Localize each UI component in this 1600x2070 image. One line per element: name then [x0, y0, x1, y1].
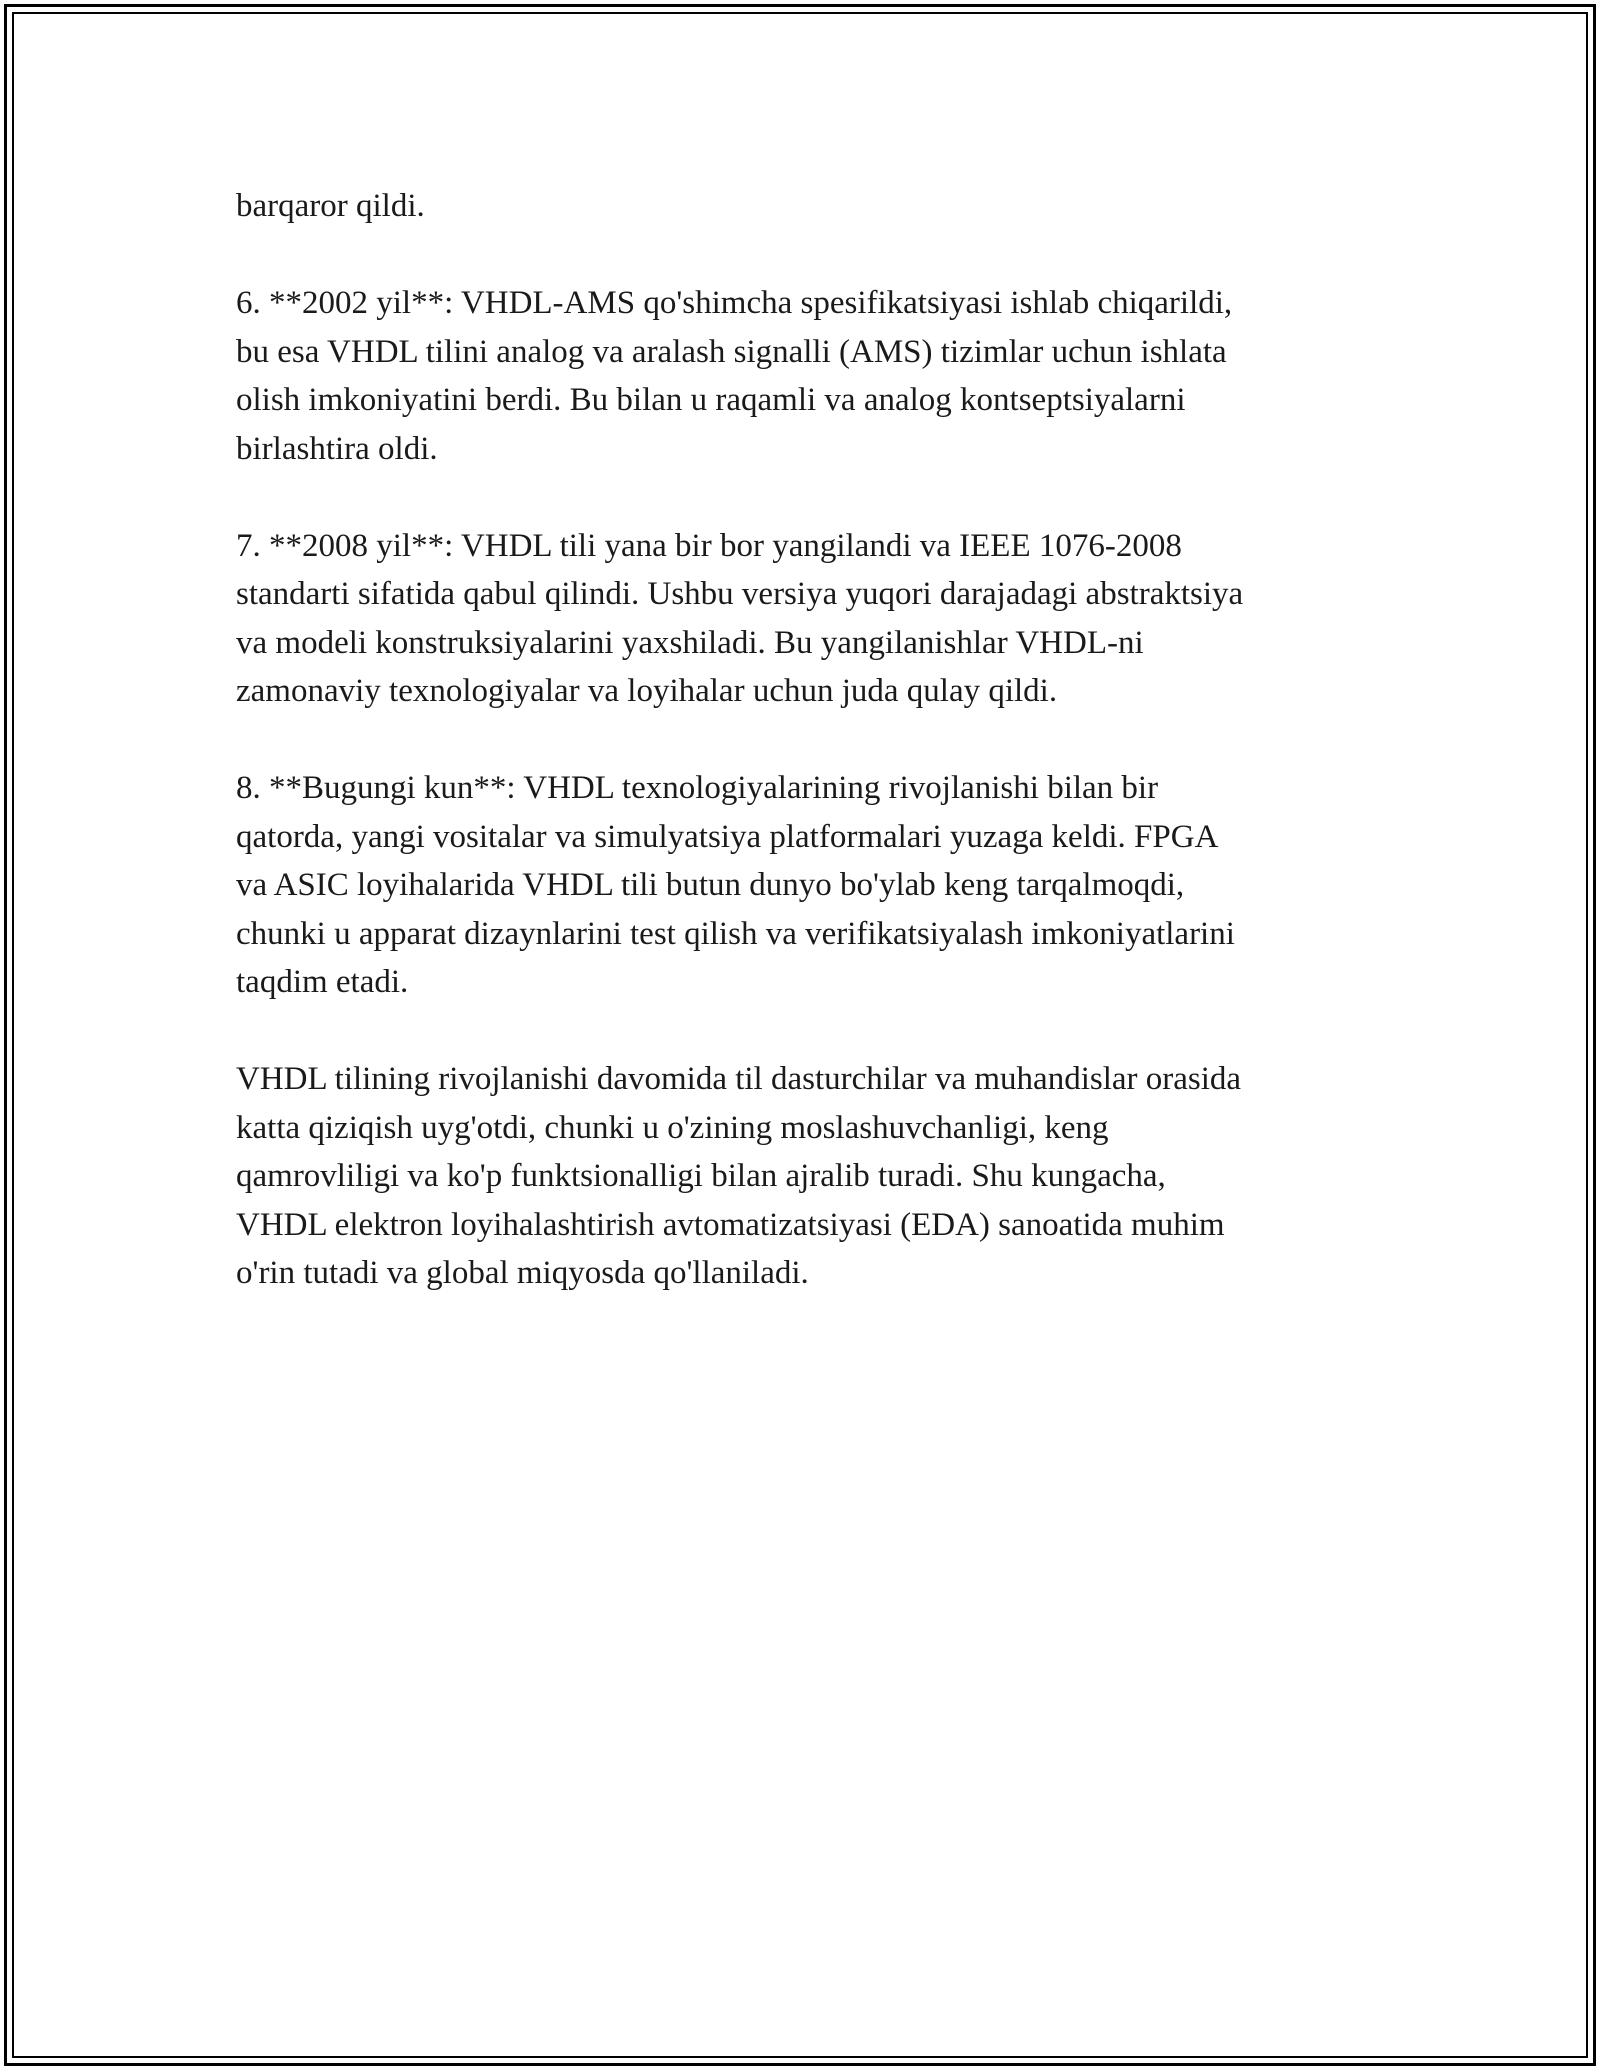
- text-line: VHDL elektron loyihalashtirish avtomatizatsiyasi (EDA) sanoatida muhim: [236, 1206, 1225, 1243]
- text-line: bu esa VHDL tilini analog va aralash signalli (AMS) tizimlar uchun ishlata: [236, 333, 1227, 370]
- text-line: o'rin tutadi va global miqyosda qo'llaniladi.: [236, 1255, 809, 1291]
- document-body: [236, 182, 1376, 1346]
- paragraph-item-6: [236, 279, 1376, 473]
- paragraph-continuation: [236, 182, 1376, 231]
- text-line: 8. **Bugungi kun**: VHDL texnologiyalarining rivojlanishi bilan bir: [236, 770, 1159, 806]
- paragraph-item-7: [236, 522, 1376, 716]
- text-line: qamrovliligi va ko'p funktsionalligi bilan ajralib turadi. Shu kungacha,: [236, 1158, 1166, 1194]
- text-line: va modeli konstruksiyalarini yaxshiladi. Bu yangilanishlar VHDL-ni: [236, 624, 1144, 661]
- text-line: qatorda, yangi vositalar va simulyatsiya platformalari yuzaga keldi. FPGA: [236, 818, 1219, 855]
- text-line: taqdim etadi.: [236, 964, 409, 1000]
- text-line: chunki u apparat dizaynlarini test qilish va verifikatsiyalash imkoniyatlarini: [236, 915, 1235, 952]
- text-line: va ASIC loyihalarida VHDL tili butun dunyo bo'ylab keng tarqalmoqdi,: [236, 867, 1185, 903]
- text-line: 6. **2002 yil**: VHDL-AMS qo'shimcha spesifikatsiyasi ishlab chiqarildi,: [236, 285, 1233, 321]
- text-line: standarti sifatida qabul qilindi. Ushbu versiya yuqori darajadagi abstraktsiya: [236, 576, 1244, 612]
- text-line: 7. **2008 yil**: VHDL tili yana bir bor yangilandi va IEEE 1076-2008: [236, 527, 1182, 564]
- paragraph-conclusion: [236, 1055, 1376, 1298]
- text-line: birlashtira oldi.: [236, 430, 438, 467]
- text-line: katta qiziqish uyg'otdi, chunki u o'zining moslashuvchanligi, keng: [236, 1109, 1109, 1146]
- text-line: VHDL tilining rivojlanishi davomida til dasturchilar va muhandislar orasida: [236, 1061, 1242, 1097]
- text-line: zamonaviy texnologiyalar va loyihalar uchun juda qulay qildi.: [236, 673, 1058, 709]
- text-line: barqaror qildi.: [236, 188, 425, 224]
- paragraph-item-8: [236, 764, 1376, 1007]
- text-line: olish imkoniyatini berdi. Bu bilan u raqamli va analog kontseptsiyalarni: [236, 382, 1186, 418]
